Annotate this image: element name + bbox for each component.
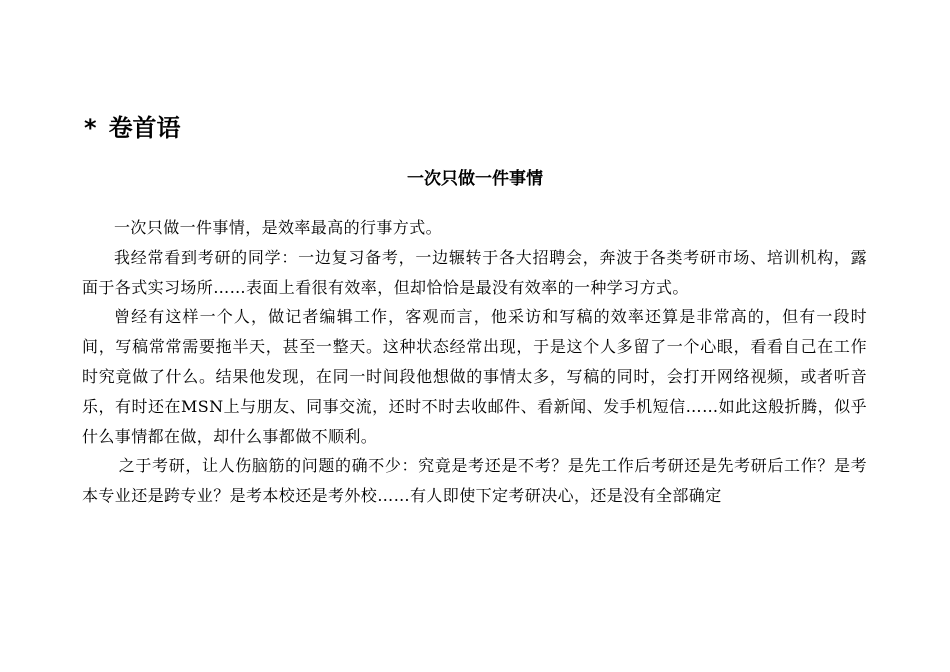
bullet-star-icon: * [84, 114, 97, 142]
section-title: 卷首语 [108, 114, 181, 142]
paragraph: 我经常看到考研的同学：一边复习备考，一边辗转于各大招聘会，奔波于各类考研市场、培训机构，露面于各式实习场所……表面上看很有效率，但却恰恰是最没有效率的一种学习方式。 [82, 247, 867, 297]
article-title: 一次只做一件事情 [407, 169, 543, 189]
paragraph: 一次只做一件事情，是效率最高的行事方式。 [114, 218, 443, 237]
paragraph: 曾经有这样一个人，做记者编辑工作，客观而言，他采访和写稿的效率还算是非常高的，但有一段时间，写稿常常需要拖半天，甚至一整天。这种状态经常出现，于是这个人多留了一个心眼，看看自己在工作时究竟做了什么。结果他发现，在同一时间段他想做的事情太多，写稿的同时，会打开网络视频，或者听音乐，有时还在MSN上与朋友、同事交流，还时不时去收邮件、看新闻、发手机短信……如此这般折腾，似乎什么事情都在做，却什么事都做不顺利。 [82, 307, 867, 446]
article-body [82, 213, 867, 511]
section-heading [84, 110, 181, 146]
paragraph: 之于考研，让人伤脑筋的问题的确不少：究竟是考还是不考？是先工作后考研还是先考研后工作？是考本专业还是跨专业？是考本校还是考外校……有人即使下定考研决心，还是没有全部确定 [82, 456, 867, 506]
